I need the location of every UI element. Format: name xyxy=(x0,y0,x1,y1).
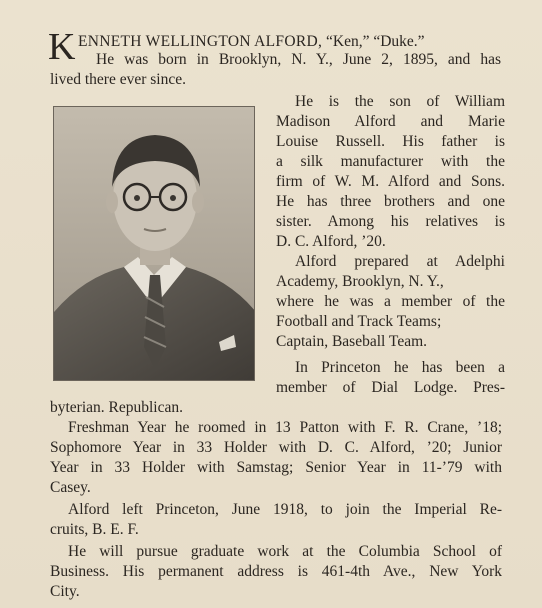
text-line-20: Sophomore Year in 33 Holder with D. C. Alford, ’20; Junior xyxy=(50,439,502,456)
portrait-illustration xyxy=(54,107,255,381)
text-line-13: where he was a member of the xyxy=(276,293,505,310)
text-line-4: Madison Alford and Marie xyxy=(276,113,505,130)
text-line-1: He was born in Brooklyn, N. Y., June 2, 1895, and has xyxy=(96,51,501,68)
text-line-14: Football and Track Teams; xyxy=(276,313,442,330)
drop-cap: K xyxy=(48,26,76,68)
text-line-7: firm of W. M. Alford and Sons. xyxy=(276,173,505,190)
text-line-23: Alford left Princeton, June 1918, to join the Imperial Re- xyxy=(68,501,502,518)
text-line-6: a silk manufacturer with the xyxy=(276,153,505,170)
text-line-15: Captain, Baseball Team. xyxy=(276,333,428,350)
text-line-12: Academy, Brooklyn, N. Y., xyxy=(276,273,444,290)
text-line-27: City. xyxy=(50,583,80,600)
text-line-25: He will pursue graduate work at the Columbia School of xyxy=(68,543,502,560)
text-line-21: Year in 33 Holder with Samstag; Senior Year in 11-’79 with xyxy=(50,459,502,476)
text-line-3: He is the son of William xyxy=(295,93,505,110)
text-line-26: Business. His permanent address is 461-4th Ave., New York xyxy=(50,563,502,580)
text-line-5: Louise Russell. His father is xyxy=(276,133,505,150)
text-line-11: Alford prepared at Adelphi xyxy=(295,253,505,270)
text-line-10: D. C. Alford, ’20. xyxy=(276,233,386,250)
text-line-19: Freshman Year he roomed in 13 Patton with F. R. Crane, ’18; xyxy=(68,419,502,436)
entry-heading xyxy=(78,32,425,52)
text-line-16: In Princeton he has been a xyxy=(295,359,505,376)
student-name: ENNETH WELLINGTON ALFORD, xyxy=(78,33,323,50)
text-line-22: Casey. xyxy=(50,479,91,496)
text-line-24: cruits, B. E. F. xyxy=(50,521,139,538)
nicknames: “Ken,” “Duke.” xyxy=(322,33,425,50)
portrait-photo xyxy=(53,106,255,381)
text-line-9: sister. Among his relatives is xyxy=(276,213,505,230)
text-line-2: lived there ever since. xyxy=(50,71,186,88)
text-line-17: member of Dial Lodge. Pres- xyxy=(276,379,505,396)
text-line-8: He has three brothers and one xyxy=(276,193,505,210)
text-line-18: byterian. Republican. xyxy=(50,399,183,416)
